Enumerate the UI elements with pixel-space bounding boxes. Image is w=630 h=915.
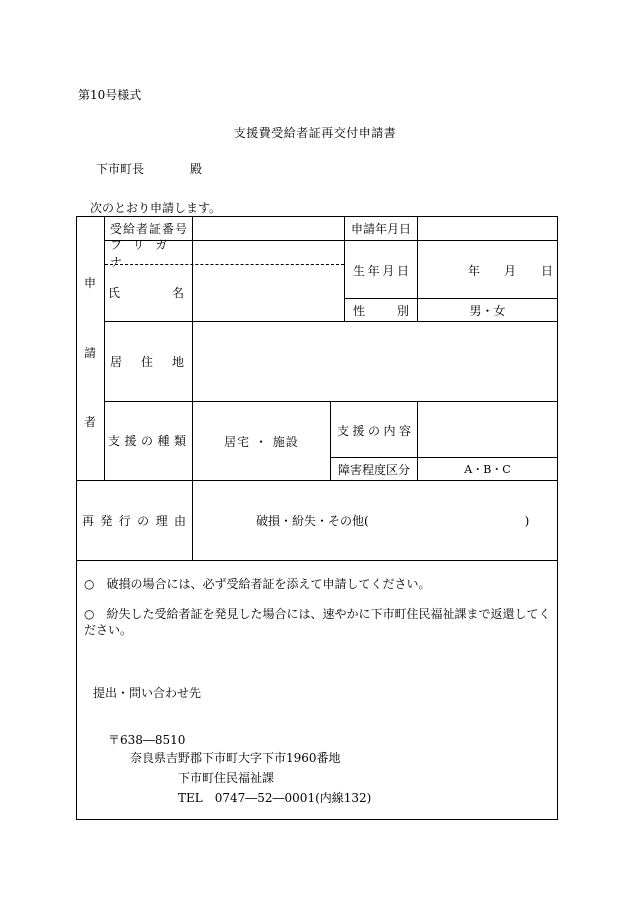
disability-options[interactable]: A・B・C bbox=[464, 463, 511, 476]
reissue-label: 再 発 行 の 理 由 bbox=[82, 513, 186, 528]
support-content-field[interactable] bbox=[419, 402, 556, 457]
intro-text: 次のとおり申請します。 bbox=[90, 201, 222, 215]
name-label: 氏 名 bbox=[108, 285, 184, 300]
address-label: 居 住 地 bbox=[110, 354, 184, 369]
addressee-name: 下市町長 bbox=[96, 162, 145, 176]
birth-year: 年 bbox=[468, 264, 481, 278]
reissue-reason-options[interactable]: 破損・紛失・その他( ) bbox=[256, 513, 530, 528]
disability-label: 障害程度区分 bbox=[337, 462, 410, 477]
name-field[interactable] bbox=[194, 266, 342, 320]
apply-date-label: 申請年月日 bbox=[350, 222, 411, 236]
address-field[interactable] bbox=[194, 323, 556, 400]
form-number: 第10号様式 bbox=[78, 88, 142, 102]
furigana-label: フリガナ bbox=[110, 237, 179, 269]
birth-label: 生 年 月 日 bbox=[353, 263, 409, 278]
section-char-1: 申 bbox=[84, 276, 97, 290]
section-char-3: 者 bbox=[84, 415, 97, 429]
furigana-field[interactable] bbox=[194, 241, 342, 264]
support-type-options[interactable]: 居宅 ・ 施設 bbox=[224, 434, 299, 449]
note-lost: ○ 紛失した受給者証を発見した場合には、速やかに下市町住民福祉課まで返還してください。 bbox=[84, 607, 551, 637]
birth-month: 月 bbox=[504, 264, 517, 278]
contact-postal: 〒638―8510 bbox=[108, 733, 186, 747]
contact-tel: TEL 0747―52―0001(内線132) bbox=[178, 791, 372, 805]
contact-address: 奈良県吉野郡下市町大字下市1960番地 bbox=[130, 751, 341, 765]
support-content-label: 支 援 の 内 容 bbox=[337, 423, 411, 438]
section-char-2: 請 bbox=[84, 346, 97, 360]
birth-day: 日 bbox=[541, 264, 554, 278]
apply-date-field[interactable] bbox=[419, 217, 556, 240]
gender-label: 性 別 bbox=[353, 303, 409, 318]
support-type-label: 支 援 の 種 類 bbox=[108, 433, 186, 448]
note-damaged: ○ 破損の場合には、必ず受給者証を添えて申請してください。 bbox=[84, 577, 431, 591]
honorific: 殿 bbox=[190, 162, 203, 176]
addressee bbox=[96, 160, 202, 177]
cert-number-label: 受給者証番号 bbox=[110, 222, 189, 236]
gender-options[interactable]: 男・女 bbox=[469, 303, 506, 318]
contact-department: 下市町住民福祉課 bbox=[178, 771, 275, 785]
contact-heading: 提出・問い合わせ先 bbox=[93, 686, 202, 700]
document-title: 支援費受給者証再交付申請書 bbox=[233, 126, 397, 140]
cert-number-field[interactable] bbox=[194, 217, 342, 240]
